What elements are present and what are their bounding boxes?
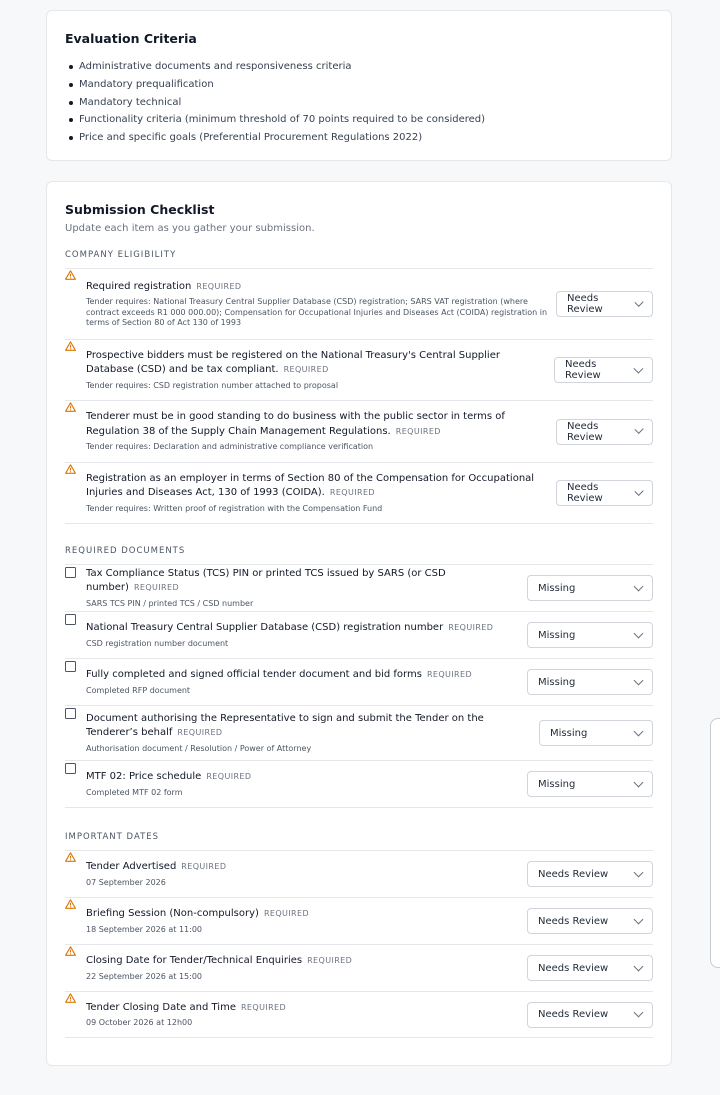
checklist-item [65,463,653,524]
evaluation-criteria-title: Evaluation Criteria [65,31,197,46]
checklist-item-body [86,472,548,515]
checklist-item-title-text: Tender Closing Date and Time [86,1001,236,1013]
chevron-down-icon [634,486,643,495]
status-select-value: Needs Review [567,482,603,504]
chevron-down-icon [634,425,643,434]
submission-checklist-title: Submission Checklist [65,202,215,217]
checklist-item [65,269,653,340]
checklist-item-title-text: Registration as an employer in terms of Section 80 of the Compensation for Occupational Injuries and Diseases Act, 130 of 1993 (COIDA). [86,472,535,499]
required-badge: REQUIRED [177,728,223,738]
evaluation-criteria-card [46,10,672,161]
checklist-item-note: 09 October 2026 at 12h00 [86,1018,193,1027]
checklist-item-body [86,860,519,888]
required-badge: REQUIRED [206,772,252,781]
checklist-item-body [86,712,531,755]
chevron-down-icon [634,1008,644,1018]
checklist-item [65,706,653,761]
required-badge: REQUIRED [283,365,329,375]
chevron-down-icon [634,726,644,736]
checklist-item-title-text: National Treasury Central Supplier Database (CSD) registration number [86,622,444,633]
checklist-item-title-text: Fully completed and signed official tender document and bid forms [86,669,422,680]
checklist-item [65,401,653,463]
checklist-item-note: CSD registration number document [86,638,229,648]
checklist-item-body [86,954,519,982]
required-badge: REQUIRED [395,426,441,436]
status-select[interactable] [527,955,653,981]
checklist-item-body [86,349,546,392]
checklist-sections [65,250,653,1038]
required-badge: REQUIRED [307,956,353,965]
checklist-item-title [86,621,519,636]
status-select[interactable] [527,908,653,934]
warning-icon [65,341,79,351]
checklist-item-body [86,668,519,696]
checklist-item-note: 07 September 2026 [86,877,166,887]
status-select[interactable] [556,419,653,445]
evaluation-criteria-list [65,58,653,147]
evaluation-criterion: Functionality criteria (minimum threshold of 70 points required to be considered) [79,111,653,129]
checklist-item-title-text: Tax Compliance Status (TCS) PIN or printed TCS issued by SARS (or CSD number) [86,567,446,594]
checklist-item [65,992,653,1038]
evaluation-criterion: Mandatory technical [79,94,653,112]
checklist-item-title [86,860,519,875]
checklist-item-note: Completed RFP document [86,685,191,695]
section-heading: IMPORTANT DATES [65,832,653,851]
checklist-item-title-text: Tender Advertised [86,861,177,872]
status-select-value: Needs Review [565,359,601,381]
checklist-item-title [86,410,548,439]
submission-checklist-card [46,181,672,1066]
section-heading: REQUIRED DOCUMENTS [65,546,653,565]
chevron-down-icon [634,581,644,591]
checklist-item-title-text: Document authorising the Representative to sign and submit the Tender on the Tenderer’s behalf [86,712,484,739]
checklist-item-title [86,907,519,922]
status-select-value: Needs Review [567,293,603,315]
checklist-item [65,659,653,706]
checklist-item-note: Authorisation document / Resolution / Power of Attorney [86,743,312,753]
checkbox-icon[interactable] [65,565,79,578]
chevron-down-icon [634,363,644,373]
checklist-item-title-text: Required registration [86,280,192,292]
warning-icon [65,993,79,1003]
checklist-item-title-text: Closing Date for Tender/Technical Enquiries [86,955,303,966]
checklist-item-title [86,1001,519,1016]
status-select[interactable] [527,1002,653,1028]
status-select[interactable] [539,720,653,746]
required-badge: REQUIRED [426,670,473,679]
warning-icon [65,464,79,474]
checklist-item-body [86,770,519,798]
warning-icon [65,402,79,412]
checklist-item-body [86,410,548,453]
side-panel-handle[interactable] [710,718,720,968]
status-select-value: Missing [538,676,576,688]
checklist-item [65,612,653,659]
checklist-item-body [86,621,519,649]
status-select-value: Needs Review [538,962,609,974]
status-select-value: Missing [538,582,576,594]
checklist-item-note: Tender requires: National Treasury Central Supplier Database (CSD) registration; SARS VAT registration (where contract exceeds R1 000 000.00); Compensation for Occupational Injuries and Diseases Act (COIDA) registration in terms of Section 80 of Act 130 of 1993 [86,297,548,327]
checklist-item [65,898,653,945]
chevron-down-icon [634,867,644,877]
chevron-down-icon [634,914,644,924]
checklist-item-title-text: Briefing Session (Non-compulsory) [86,908,259,919]
evaluation-criterion: Mandatory prequalification [79,76,653,94]
checkbox-icon[interactable] [65,659,79,672]
status-select-value: Needs Review [538,915,609,927]
status-select[interactable] [554,357,653,383]
status-select[interactable] [556,480,653,506]
checklist-item [65,945,653,992]
checklist-item-body [86,567,519,610]
checkbox-icon[interactable] [65,612,79,625]
status-select[interactable] [556,291,653,317]
chevron-down-icon [634,777,644,787]
status-select[interactable] [527,669,653,695]
checklist-item-body [86,907,519,935]
evaluation-criterion: Administrative documents and responsiveness criteria [79,58,653,76]
checklist-item [65,565,653,612]
checklist-item-note: Tender requires: Written proof of registration with the Compensation Fund [86,503,383,513]
checklist-item-note: 18 September 2026 at 11:00 [86,924,203,934]
status-select[interactable] [527,861,653,887]
checklist-item-title [86,668,519,683]
checklist-item [65,761,653,808]
status-select-value: Missing [538,629,576,641]
checkbox-icon[interactable] [65,761,79,774]
checklist-item-title [86,712,531,741]
checklist-item-body [86,1001,519,1029]
evaluation-criterion: Price and specific goals (Preferential Procurement Regulations 2022) [79,129,653,147]
checklist-item-title-text: Prospective bidders must be registered on the National Treasury's Central Supplier Database (CSD) and be tax compliant. [86,349,500,376]
status-select-value: Needs Review [538,868,609,880]
checklist-item-body [86,280,548,329]
checklist-item-note: Tender requires: CSD registration number attached to proposal [86,380,339,390]
required-badge: REQUIRED [329,488,375,498]
checklist-item-note: 22 September 2026 at 15:00 [86,971,203,981]
status-select[interactable] [527,771,653,797]
warning-icon [65,946,79,956]
warning-icon [65,852,79,862]
status-select[interactable] [527,622,653,648]
checklist-item-title-text: Tenderer must be in good standing to do business with the public sector in terms of Regulation 38 of the Supply Chain Management Regulations. [86,411,505,437]
warning-icon [65,270,79,280]
checklist-item [65,340,653,401]
section-heading: COMPANY ELIGIBILITY [65,250,653,269]
status-select-value: Missing [538,778,576,790]
checklist-item-title [86,954,519,969]
chevron-down-icon [634,297,643,306]
required-badge: REQUIRED [263,909,310,918]
checklist-item-title [86,280,548,295]
checklist-item-title [86,349,546,378]
chevron-down-icon [634,675,644,685]
checkbox-icon[interactable] [65,706,79,719]
required-badge: REQUIRED [240,1002,287,1012]
checklist-item-title [86,472,548,501]
submission-checklist-subtitle: Update each item as you gather your submission. [65,223,315,234]
checklist-item-note: Tender requires: Declaration and administrative compliance verification [86,442,374,452]
checklist-item-note: Completed MTF 02 form [86,787,183,797]
status-select-value: Needs Review [538,1009,609,1020]
checklist-item-note: SARS TCS PIN / printed TCS / CSD number [86,598,254,608]
checklist-item-title [86,770,519,785]
chevron-down-icon [634,628,644,638]
chevron-down-icon [634,961,644,971]
warning-icon [65,899,79,909]
required-badge: REQUIRED [196,281,242,291]
required-badge: REQUIRED [133,583,180,593]
checklist-item [65,851,653,898]
required-badge: REQUIRED [448,623,494,632]
status-select-value: Missing [550,727,588,739]
status-select[interactable] [527,575,653,601]
status-select-value: Needs Review [567,420,603,443]
checklist-item-title [86,567,519,596]
checklist-item-title-text: MTF 02: Price schedule [86,771,202,782]
required-badge: REQUIRED [181,862,227,871]
